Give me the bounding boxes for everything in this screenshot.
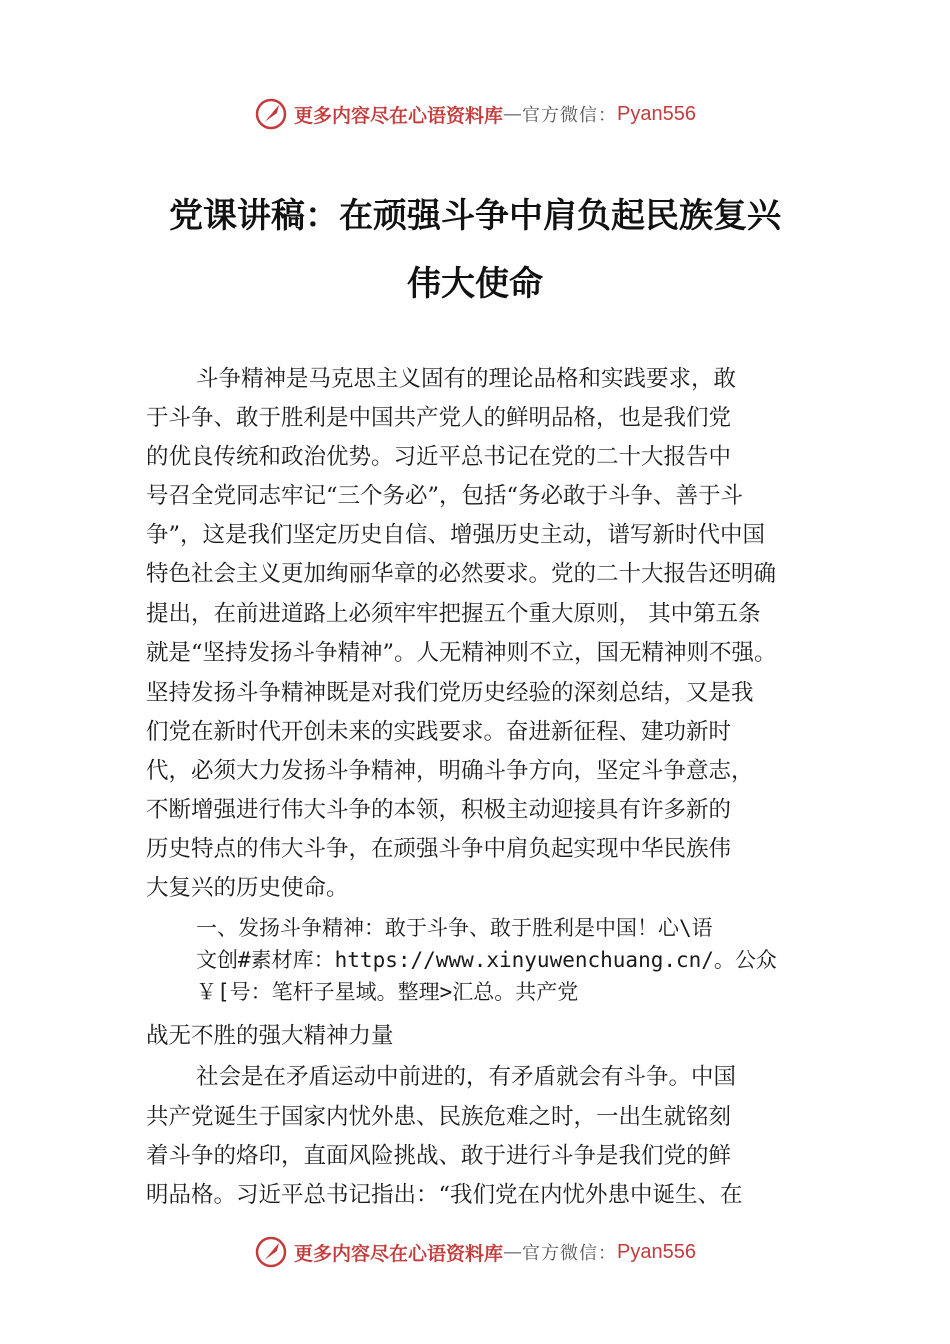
- body-line: 大复兴的历史使命。: [146, 875, 349, 901]
- footer-banner: [0, 1232, 950, 1272]
- body-line: 斗争精神是马克思主义固有的理论品格和实践要求，敢: [196, 366, 737, 392]
- section-heading-line: 文创#素材库：https://www.xinyuwenchuang.cn/。公众: [196, 948, 777, 972]
- body-line: 提出，在前进道路上必须牢牢把握五个重大原则， 其中第五条: [146, 601, 761, 627]
- body-line: 历史特点的伟大斗争，在顽强斗争中肩负起实现中华民族伟: [146, 836, 732, 862]
- body-line: 的优良传统和政治优势。习近平总书记在党的二十大报告中: [146, 444, 732, 470]
- document-title-line-1: 党课讲稿：在顽强斗争中肩负起民族复兴: [169, 196, 781, 236]
- body-line: 坚持发扬斗争精神既是对我们党历史经验的深刻总结，又是我: [146, 680, 754, 706]
- banner-text: 更多内容尽在心语资料库: [294, 104, 504, 127]
- document-title-line-2: 伟大使命: [407, 264, 543, 304]
- quill-logo-icon: [254, 1235, 288, 1269]
- section-heading-line: 一、发扬斗争精神：敢于斗争、敢于胜利是中国！心\语: [196, 916, 713, 940]
- body-line: 代，必须大力发扬斗争精神，明确斗争方向，坚定斗争意志，: [146, 758, 754, 784]
- banner-label: 官方微信：: [522, 1243, 618, 1264]
- body-line: 着斗争的烙印，直面风险挑战、敢于进行斗争是我们党的鲜: [146, 1143, 732, 1169]
- banner-text: 更多内容尽在心语资料库: [294, 1242, 504, 1265]
- header-banner: [0, 94, 950, 134]
- banner-wechat-id: Pyan556: [617, 1240, 696, 1263]
- quill-logo-icon: [254, 97, 288, 131]
- body-line: 不断增强进行伟大斗争的本领，积极主动迎接具有许多新的: [146, 797, 732, 823]
- body-line: 明品格。习近平总书记指出：“我们党在内忧外患中诞生、在: [146, 1182, 743, 1208]
- body-line: 社会是在矛盾运动中前进的，有矛盾就会有斗争。中国: [196, 1064, 737, 1090]
- body-line: 们党在新时代开创未来的实践要求。奋进新征程、建功新时: [146, 719, 732, 745]
- body-line: 号召全党同志牢记“三个务必”，包括“务必敢于斗争、善于斗: [146, 483, 744, 509]
- section-heading-tail: 战无不胜的强大精神力量: [146, 1023, 394, 1049]
- section-heading-line: ￥[号：笔杆子星域。整理>汇总。共产党: [196, 980, 579, 1004]
- body-line: 就是“坚持发扬斗争精神”。人无精神则不立，国无精神则不强。: [146, 640, 777, 666]
- banner-wechat-id: Pyan556: [617, 102, 696, 125]
- banner-separator: —: [503, 1241, 523, 1263]
- body-line: 争”，这是我们坚定历史自信、增强历史主动，谱写新时代中国: [146, 522, 766, 548]
- body-line: 于斗争、敢于胜利是中国共产党人的鲜明品格，也是我们党: [146, 405, 732, 431]
- banner-separator: —: [503, 103, 523, 125]
- banner-label: 官方微信：: [522, 105, 618, 126]
- body-line: 特色社会主义更加绚丽华章的必然要求。党的二十大报告还明确: [146, 561, 777, 587]
- body-line: 共产党诞生于国家内忧外患、民族危难之时，一出生就铭刻: [146, 1104, 732, 1130]
